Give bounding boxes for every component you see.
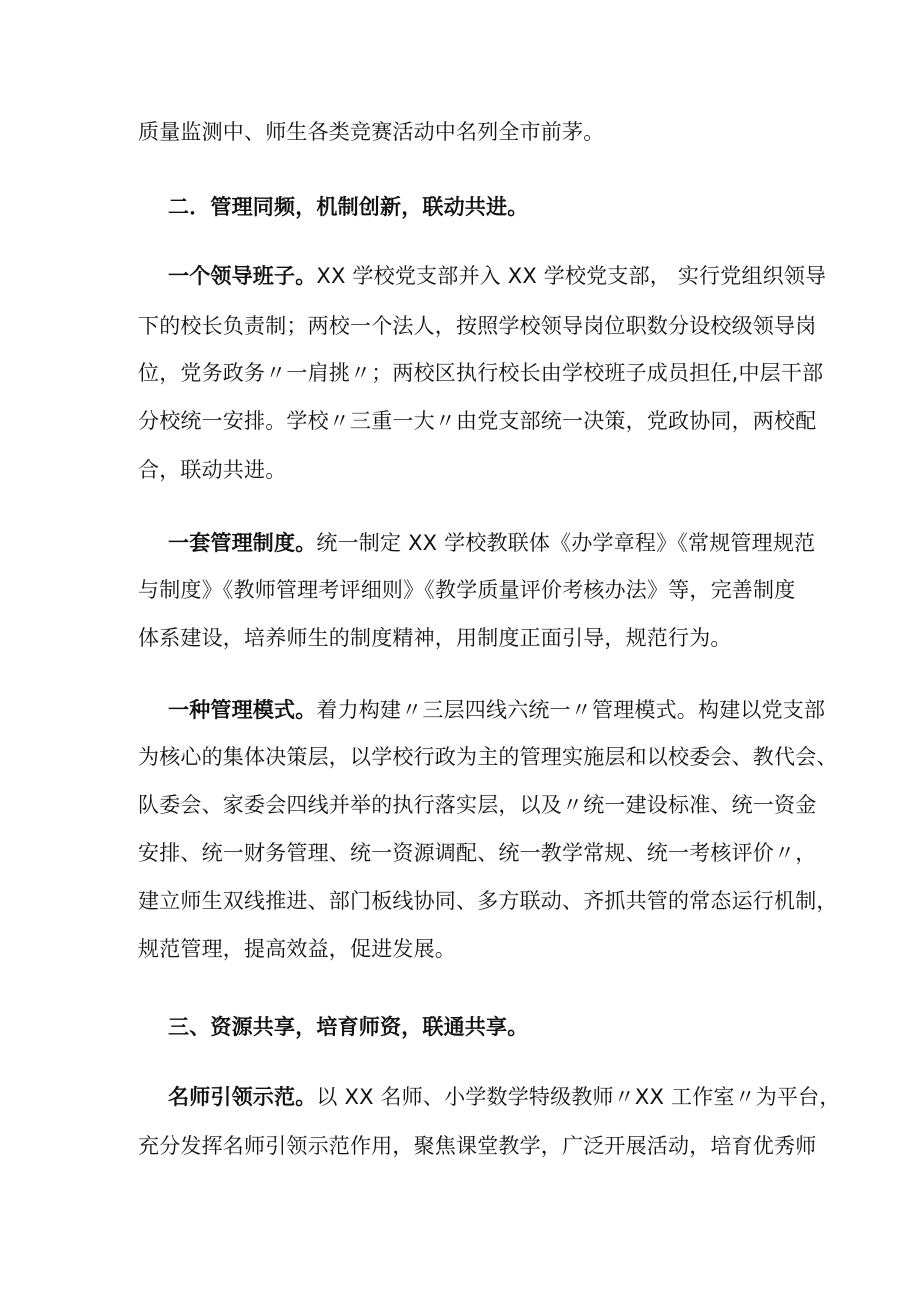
- paragraph-system-lead: 一套管理制度。: [168, 531, 317, 555]
- paragraph-system-line-2: 与制度》《教师管理考评细则》《教学质量评价考核办法》等，完善制度: [138, 578, 796, 602]
- paragraph-mode-line-5: 建立师生双线推进、部门板线协同、多方联动、齐抓共管的常态运行机制，: [138, 889, 838, 913]
- paragraph-mode-line-1: [168, 696, 825, 724]
- paragraph-mode-line-6: 规范管理，提高效益，促进发展。: [138, 937, 456, 961]
- paragraph-mode-line-3: 队委会、家委会四线并举的执行落实层，以及〃统一建设标准、统一资金: [138, 793, 817, 817]
- paragraph-system-line-3: 体系建设，培养师生的制度精神，用制度正面引导，规范行为。: [138, 626, 732, 650]
- section-2-heading: 二．管理同频，机制创新，联动共进。: [168, 195, 529, 219]
- paragraph-leadership-line-4: 分校统一安排。学校〃三重一大〃由党支部统一决策，党政协同，两校配: [138, 409, 817, 433]
- paragraph-leadership-text: XX 学校党支部并入 XX 学校党支部， 实行党组织领导: [316, 264, 827, 288]
- paragraph-leadership-lead: 一个领导班子。: [168, 264, 317, 288]
- carryover-line: 质量监测中、师生各类竞赛活动中名列全市前茅。: [138, 120, 605, 144]
- paragraph-master-teacher-line-1: [168, 1083, 841, 1111]
- section-3-heading: 三、资源共享，培育师资，联通共享。: [168, 1015, 529, 1039]
- paragraph-master-teacher-line-2: 充分发挥名师引领示范作用，聚焦课堂教学，广泛开展活动，培育优秀师: [138, 1134, 817, 1158]
- paragraph-master-teacher-lead: 名师引领示范。: [168, 1085, 317, 1109]
- paragraph-leadership-line-5: 合，联动共进。: [138, 458, 287, 482]
- paragraph-system-line-1: [168, 529, 815, 557]
- paragraph-system-text: 统一制定 XX 学校教联体《办学章程》《常规管理规范: [316, 531, 816, 555]
- paragraph-mode-text: 着力构建〃三层四线六统一〃管理模式。构建以党支部: [316, 698, 826, 722]
- paragraph-leadership-line-2: 下的校长负责制；两校一个法人，按照学校领导岗位职数分设校级领导岗: [138, 314, 817, 338]
- paragraph-master-teacher-text: 以 XX 名师、小学数学特级教师〃XX 工作室〃为平台，: [316, 1085, 841, 1109]
- paragraph-mode-line-4: 安排、统一财务管理、统一资源调配、统一教学常规、统一考核评价〃，: [138, 841, 817, 865]
- paragraph-leadership-line-1: [168, 262, 826, 290]
- paragraph-leadership-line-3: 位，党务政务〃一肩挑〃；两校区执行校长由学校班子成员担任,中层干部: [138, 361, 824, 385]
- paragraph-mode-lead: 一种管理模式。: [168, 698, 317, 722]
- paragraph-mode-line-2: 为核心的集体决策层，以学校行政为主的管理实施层和以校委会、教代会、: [138, 745, 838, 769]
